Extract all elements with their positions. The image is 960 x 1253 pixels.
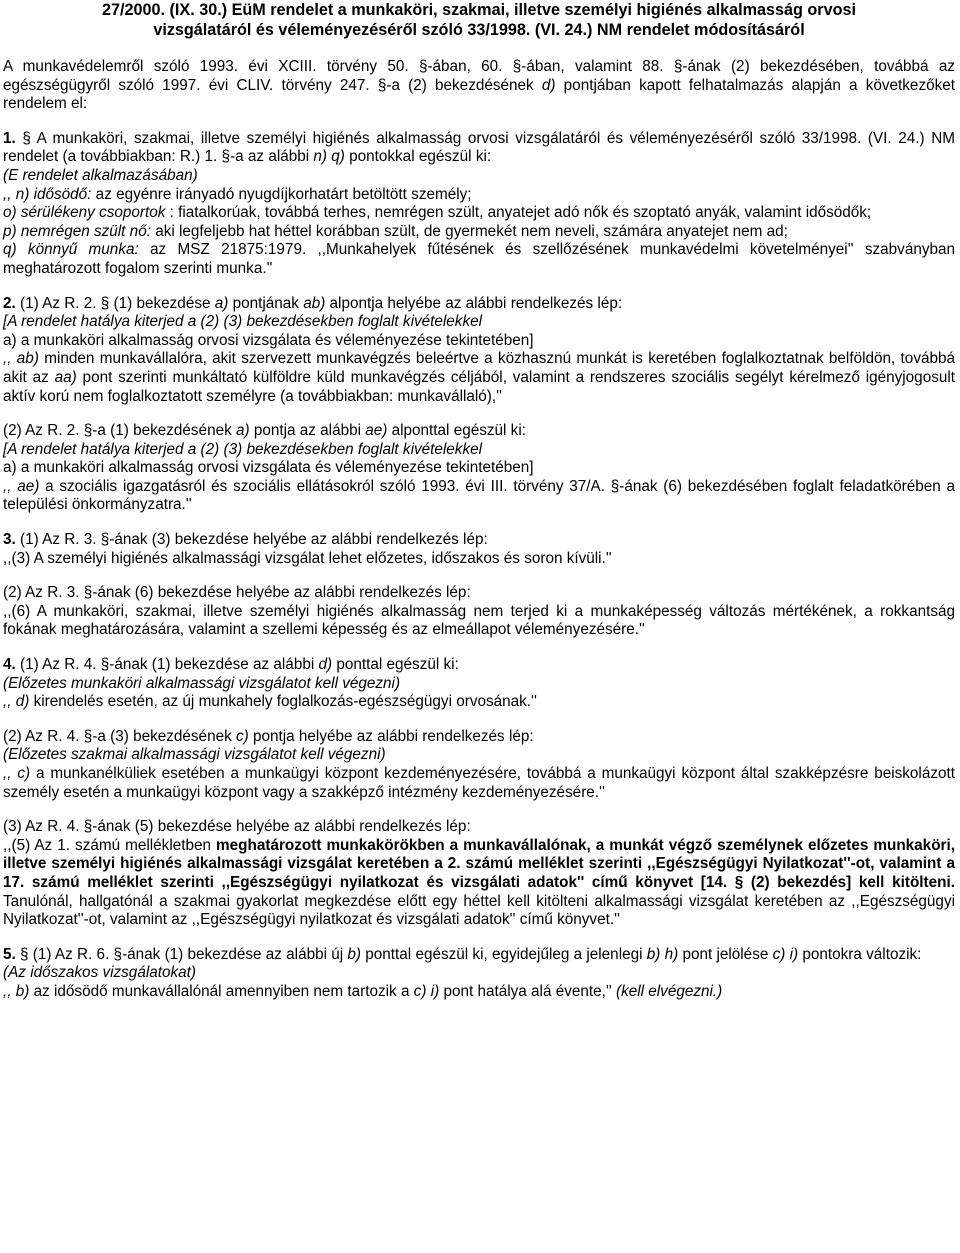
point-label: ,, n) idősödő: [3,185,92,203]
text-run: pontja helyébe az alábbi rendelkezés lép: [248,727,534,745]
section-number: 1. [3,129,16,147]
text-run: pontokkal egészül ki: [344,148,492,166]
text-run: pontja az alábbi [249,422,366,440]
section-sign-icon: § [734,873,744,891]
text-run: -ának (6) bekezdésében foglalt feladatkörében a települési önkormányzatra.'' [3,477,956,514]
document-title [3,0,955,40]
title-line-2: vizsgálatáról és véleményezéséről szóló 33/1998. (VI. 24.) NM rendelet módosításáról [153,21,805,39]
section-sign-icon: § [512,58,522,75]
section-2-para-2 [3,422,955,441]
text-run: az idősödő munkavállalónál amennyiben nem tartozik a [29,982,414,1000]
context-line [3,313,955,332]
section-4-para-3 [3,818,955,837]
text-run: pontokra változik: [798,945,922,963]
text-run: -ának (1) bekezdése az alábbi [109,656,319,674]
quoted-provision: ,,(3) A személyi higiénés alkalmassági vizsgálat lehet előzetes, időszakos és soron kívüli.'' [3,549,612,567]
context-text: (Előzetes szakmai alkalmassági vizsgálatot kell végezni) [3,746,386,764]
context-line [3,459,955,478]
section-3-para-2 [3,584,955,603]
context-line [3,675,955,694]
text-run: -a az alábbi [230,148,314,166]
text-run: pont hatálya alá évente,'' [439,982,616,1000]
bold-text: (2) bekezdés] kell kitölteni. [743,873,955,891]
text-run: -a (2) bekezdésének [386,76,542,94]
point-ref: a) [235,422,250,440]
text-run: kirendelés esetén, az új munkahely foglalkozás-egészségügyi orvosának.'' [29,693,537,711]
text-run: pont jelölése [678,945,773,963]
section-sign-icon: § [83,422,93,440]
point-label: o) sérülékeny csoportok [3,204,166,222]
point-p [3,223,955,242]
text-run: pontjának [228,294,304,312]
text-run: ponttal egészül ki, egyidejűleg a jelenlegi [361,945,647,963]
point-ae [3,478,955,515]
text-run: -ának (2) bekezdésében, továbbá az egészségügyről szóló 1997. évi CLIV. törvény 247. [3,58,955,94]
section-sign-icon: § [113,945,123,963]
point-n [3,186,955,205]
context-line [3,964,955,983]
text-run: aki legfeljebb hat héttel korábban szült, de gyermekét nem neveli, számára anyatejet nem ad; [150,222,788,240]
context-text: (Az időszakos vizsgálatokat) [3,964,196,982]
point-ref: n) q) [313,148,345,166]
text-run: a munkanélküliek esetében a munkaügyi központ kezdeményezésére, továbbá a munkaügyi központ által szakképzésre beiskolázott személy esetén a munkaügyi központ vagy a szakképző intézmény kezdeményezésére.'' [3,765,955,801]
section-sign-icon: § [418,58,428,75]
section-sign-icon: § [377,76,387,94]
text-run: A munkaköri, szakmai, illetve személyi higiénés alkalmasság orvosi vizsgálatáról és véleményezéséről szóló 33/1998. (VI. 24.) NM rendelet (a továbbiakban: R.) 1. [3,129,955,166]
point-label: p) nemrégen szült nő: [3,222,151,240]
point-label: ,, ab) [3,350,39,368]
text-run: (2) Az R. 2. [3,422,84,440]
point-q [3,241,955,278]
point-ref: aa) [54,368,77,386]
section-4 [3,656,955,930]
section-sign-icon: § [83,584,93,602]
point-label: ,, b) [3,982,30,1000]
text-run: : fiatalkorúak, továbbá terhes, nemrégen szült, anyatejet adó nők és szoptató anyák, valamint idősödők; [165,204,872,222]
text-run: (1) Az R. 2. [15,294,101,312]
section-5 [3,946,955,1002]
point-c [3,765,955,802]
point-ref: d) [318,656,333,674]
section-sign-icon: § [673,58,683,75]
section-number: 2. [3,294,16,312]
point-label: ,, d) [3,693,30,711]
point-b [3,983,955,1002]
text-run: (1) Az R. 3. [15,531,101,549]
section-number: 5. [3,945,16,963]
context-line [3,441,955,460]
section-sign-icon: § [83,818,93,836]
point-o [3,204,955,223]
point-ref: d) [541,76,556,94]
text-run: az egyénre irányadó nyugdíjkorhatárt betöltött személy; [91,185,472,203]
text-run: (1) Az R. 4. [15,656,101,674]
section-sign-icon: § [100,531,110,549]
preamble [3,58,955,114]
section-sign-icon: § [22,129,31,147]
section-number: 3. [3,531,16,549]
text-run: a szociális igazgatásról és szociális ellátásokról szóló 1993. évi III. törvény 37/A. [39,477,611,495]
text-run: ponttal egészül ki: [332,656,459,674]
text-run: -ának (5) bekezdése helyébe az alábbi rendelkezés lép: [92,818,471,836]
point-ref: c) i) [413,982,440,1000]
text-run: ,,(5) Az 1. számú mellékletben [3,836,217,854]
context-text: (Előzetes munkaköri alkalmassági vizsgálatot kell végezni) [3,674,401,692]
text-run: A munkavédelemről szóló 1993. évi XCIII. törvény 50. [3,58,419,75]
section-5-intro [3,946,955,965]
point-label: q) könnyű munka: [3,241,139,259]
text-run: -ának (6) bekezdése helyébe az alábbi rendelkezés lép: [92,584,471,602]
text-run: az MSZ 21875:1979. ,,Munkahelyek fűtésének és szellőzésének munkavédelmi követelményei'' szabványban meghatározott fogalom szerinti munka.'' [3,241,956,277]
section-sign-icon: § [100,294,110,312]
text-run: (2) Az R. 3. [3,584,84,602]
section-sign-icon: § [100,656,110,674]
text-run: alpontja helyébe az alábbi rendelkezés lép: [325,294,623,312]
context-text: [A rendelet hatálya kiterjed a (2) (3) bekezdésekben foglalt kivételekkel [3,313,482,331]
section-1-intro [3,130,955,167]
quoted-provision: ,,(6) A munkaköri, szakmai, illetve személyi higiénés alkalmasság nem terjed ki a munkaképesség változás mértékének, a rokkantság fokának meghatározására, valamint a szellemi képesség és az elmeállapot véleményezésére.'' [3,602,955,639]
point-d [3,693,955,712]
context-text: [A rendelet hatálya kiterjed a (2) (3) bekezdésekben foglalt kivételekkel [3,440,482,458]
title-line-1: 27/2000. (IX. 30.) EüM rendelet a munkaköri, szakmai, illetve személyi higiénés alkalmasság orvosi [102,1,856,19]
text-run: -ának (3) bekezdése helyébe az alábbi rendelkezés lép: [109,531,488,549]
section-1 [3,130,955,279]
text-run: Tanulónál, hallgatónál a szakmai gyakorlat megkezdése előtt egy héttel kell kitölteni alkalmassági vizsgálat keretében az ,,Egészségügyi Nyilatkozat''-ot, valamint az ,,Egészségügyi nyilatkozat és vizsgálati adatok'' című könyvet.'' [3,892,955,929]
section-sign-icon: § [610,477,620,495]
section-4-para-2 [3,728,955,747]
section-sign-icon: § [83,727,93,745]
point-label: ,, c) [3,765,31,782]
text-run: (2) Az R. 4. [3,727,84,745]
point-ref: b) h) [646,945,679,963]
context-text: a) a munkaköri alkalmasság orvosi vizsgálata és véleményezése tekintetében] [3,459,534,477]
point-ref: c) i) [772,945,799,963]
text-run: pontjában kapott felhatalmazás alapján a következőket rendelem el: [3,76,956,113]
text-run: pont szerinti munkáltató külföldre küld munkavégzés céljából, valamint a rendszeres szociális segélyt kérelmező igényjogosult aktív korú nem foglalkoztatott személyre (a továbbiakban: munkavállaló),'' [3,368,956,405]
text-run: -ának (1) bekezdése az alábbi új [122,945,348,963]
context-text: a) a munkaköri alkalmasság orvosi vizsgálata és véleményezése tekintetében] [3,331,534,349]
quoted-provision [3,837,955,930]
text-run: (1) Az R. 6. [28,945,114,963]
context-line [3,746,955,765]
point-ref: a) [214,294,229,312]
section-2-intro [3,295,955,314]
section-4-intro [3,656,955,675]
text-run: alponttal egészül ki: [387,422,526,440]
point-ref: b) [347,945,362,963]
text-run: -ában, valamint 88. [521,58,674,75]
context-text: (E rendelet alkalmazásában) [3,166,198,184]
point-ref: ae) [365,422,388,440]
text-run: minden munkavállalóra, akit szervezett munkavégzés beleértve a közhasznú munkát is keretében foglalkoztatnak belföldön, továbbá akit az [3,350,955,386]
text-run: -a (3) bekezdésének [92,727,236,745]
section-2 [3,295,955,516]
text-run: -ában, 60. [427,58,513,75]
section-3-intro [3,531,955,550]
bold-text: meghatározott munkakörökben a munkavállalónak, a munkát végző személynek előzetes munkaköri, illetve személyi higiénés alkalmassági vizsgálat keretében a 2. számú melléklet szerinti ,,Egészségügyi Nyilatkozat''-ot, valamint a 17. számú melléklet szerinti ,,Egészségügyi nyilatkozat és vizsgálati adatok'' című könyvet [14. [3,836,955,891]
text-run: (3) Az R. 4. [3,818,84,836]
section-number: 4. [3,656,16,674]
text-run: (1) bekezdése [109,294,215,312]
point-label: ,, ae) [3,477,40,495]
point-ab [3,350,955,406]
section-sign-icon: § [221,148,231,166]
context-text: (kell elvégezni.) [615,982,723,1000]
context-line [3,332,955,351]
section-sign-icon: § [20,945,29,963]
point-ref: c) [235,727,249,745]
section-3 [3,531,955,640]
context-line [3,167,955,186]
text-run: -a (1) bekezdésének [92,422,236,440]
point-ref: ab) [303,294,326,312]
